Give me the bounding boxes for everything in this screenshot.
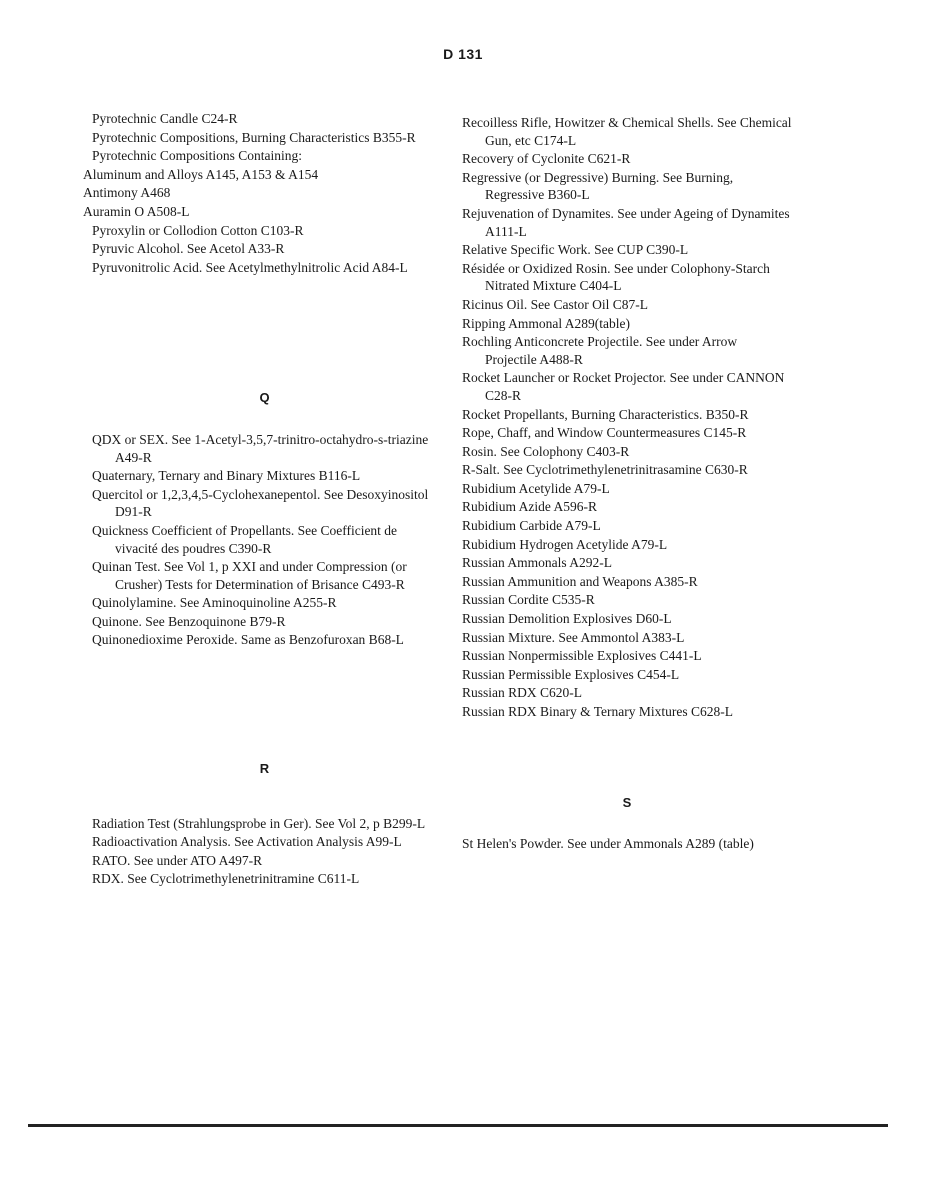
index-entry: Rocket Launcher or Rocket Projector. See under CANNON C28-R [462, 370, 785, 403]
index-entry: Rocket Propellants, Burning Characteristics. B350-R [462, 406, 749, 422]
index-entry: Quickness Coefficient of Propellants. See Coefficient de vivacité des poudres C390-R [92, 522, 398, 556]
index-entry: RDX. See Cyclotrimethylenetrinitramine C611-L [92, 871, 360, 887]
index-entry: Rubidium Hydrogen Acetylide A79-L [462, 536, 668, 552]
index-entry: Russian Nonpermissible Explosives C441-L [462, 648, 702, 664]
index-entry: Quinan Test. See Vol 1, p XXI and under Compression (or Crusher) Tests for Determination of Brisance C493-R [92, 559, 407, 592]
index-entry: R-Salt. See Cyclotrimethylenetrinitrasamine C630-R [462, 462, 748, 478]
index-entry: Ripping Ammonal A289(table) [462, 315, 630, 331]
index-entry: Quinolylamine. See Aminoquinoline A255-R [92, 595, 337, 611]
section-heading-q: Q [259, 390, 270, 406]
index-entry: Ricinus Oil. See Castor Oil C87-L [462, 296, 648, 312]
bottom-rule [28, 1124, 888, 1127]
index-entry: Recovery of Cyclonite C621-R [462, 151, 631, 167]
index-sub-entry: Auramin O A508-L [83, 203, 190, 219]
index-entry: Pyruvic Alcohol. See Acetol A33-R [92, 241, 285, 257]
index-entry: Pyroxylin or Collodion Cotton C103-R [92, 222, 304, 238]
index-sub-entry: Antimony A468 [83, 185, 171, 201]
index-entry: St Helen's Powder. See under Ammonals A289 (table) [462, 836, 754, 852]
index-entry: Quaternary, Ternary and Binary Mixtures B116-L [92, 468, 361, 484]
index-entry: Russian Demolition Explosives D60-L [462, 611, 672, 627]
index-entry: Russian Ammunition and Weapons A385-R [462, 573, 698, 589]
index-entry: Rochling Anticoncrete Projectile. See under Arrow Projectile A488-R [462, 334, 738, 367]
index-entry: Résidée or Oxidized Rosin. See under Colophony-Starch Nitrated Mixture C404-L [462, 260, 770, 294]
index-entry: Russian Mixture. See Ammontol A383-L [462, 629, 685, 645]
index-entry: RATO. See under ATO A497-R [92, 852, 263, 868]
section-heading-s: S [622, 794, 632, 810]
index-sub-entry: Aluminum and Alloys A145, A153 & A154 [83, 166, 319, 182]
index-entry: Russian Cordite C535-R [462, 592, 595, 608]
index-entry: Regressive (or Degressive) Burning. See Burning, Regressive B360-L [462, 169, 734, 203]
index-entry: Recoilless Rifle, Howitzer & Chemical Shells. See Chemical Gun, etc C174-L [462, 115, 792, 148]
index-entry: Russian Permissible Explosives C454-L [462, 666, 680, 682]
left-column [83, 110, 437, 889]
index-entry: Rubidium Azide A596-R [462, 499, 597, 515]
index-entry: Quinone. See Benzoquinone B79-R [92, 613, 286, 629]
index-entry: Radiation Test (Strahlungsprobe in Ger). See Vol 2, p B299-L [92, 815, 426, 831]
index-entry: Pyrotechnic Compositions, Burning Characteristics B355-R [92, 129, 416, 145]
index-entry: Relative Specific Work. See CUP C390-L [462, 242, 689, 258]
index-entry: Russian Ammonals A292-L [462, 555, 613, 571]
index-entry: Quercitol or 1,2,3,4,5-Cyclohexanepentol. See Desoxyinositol D91-R [92, 486, 429, 520]
index-entry: Rejuvenation of Dynamites. See under Ageing of Dynamites A111-L [462, 205, 790, 239]
index-entry: Radioactivation Analysis. See Activation Analysis A99-L [92, 834, 402, 850]
index-entry: Rubidium Acetylide A79-L [462, 480, 610, 496]
right-column [462, 114, 792, 854]
index-entry: Pyruvonitrolic Acid. See Acetylmethylnitrolic Acid A84-L [92, 259, 408, 275]
index-entry: Rope, Chaff, and Window Countermeasures C145-R [462, 425, 747, 441]
index-entry: Pyrotechnic Candle C24-R [92, 111, 238, 126]
index-entry: Pyrotechnic Compositions Containing: [92, 148, 302, 164]
page-number: D 131 [443, 46, 483, 62]
index-entry: Quinonedioxime Peroxide. Same as Benzofuroxan B68-L [92, 632, 404, 648]
index-entry: QDX or SEX. See 1-Acetyl-3,5,7-trinitro-octahydro-s-triazine A49-R [92, 431, 429, 465]
index-entry: Rubidium Carbide A79-L [462, 518, 601, 534]
index-entry: Russian RDX C620-L [462, 685, 583, 701]
index-entry: Rosin. See Colophony C403-R [462, 443, 630, 459]
index-entry: Russian RDX Binary & Ternary Mixtures C628-L [462, 704, 734, 719]
section-heading-r: R [259, 761, 270, 777]
